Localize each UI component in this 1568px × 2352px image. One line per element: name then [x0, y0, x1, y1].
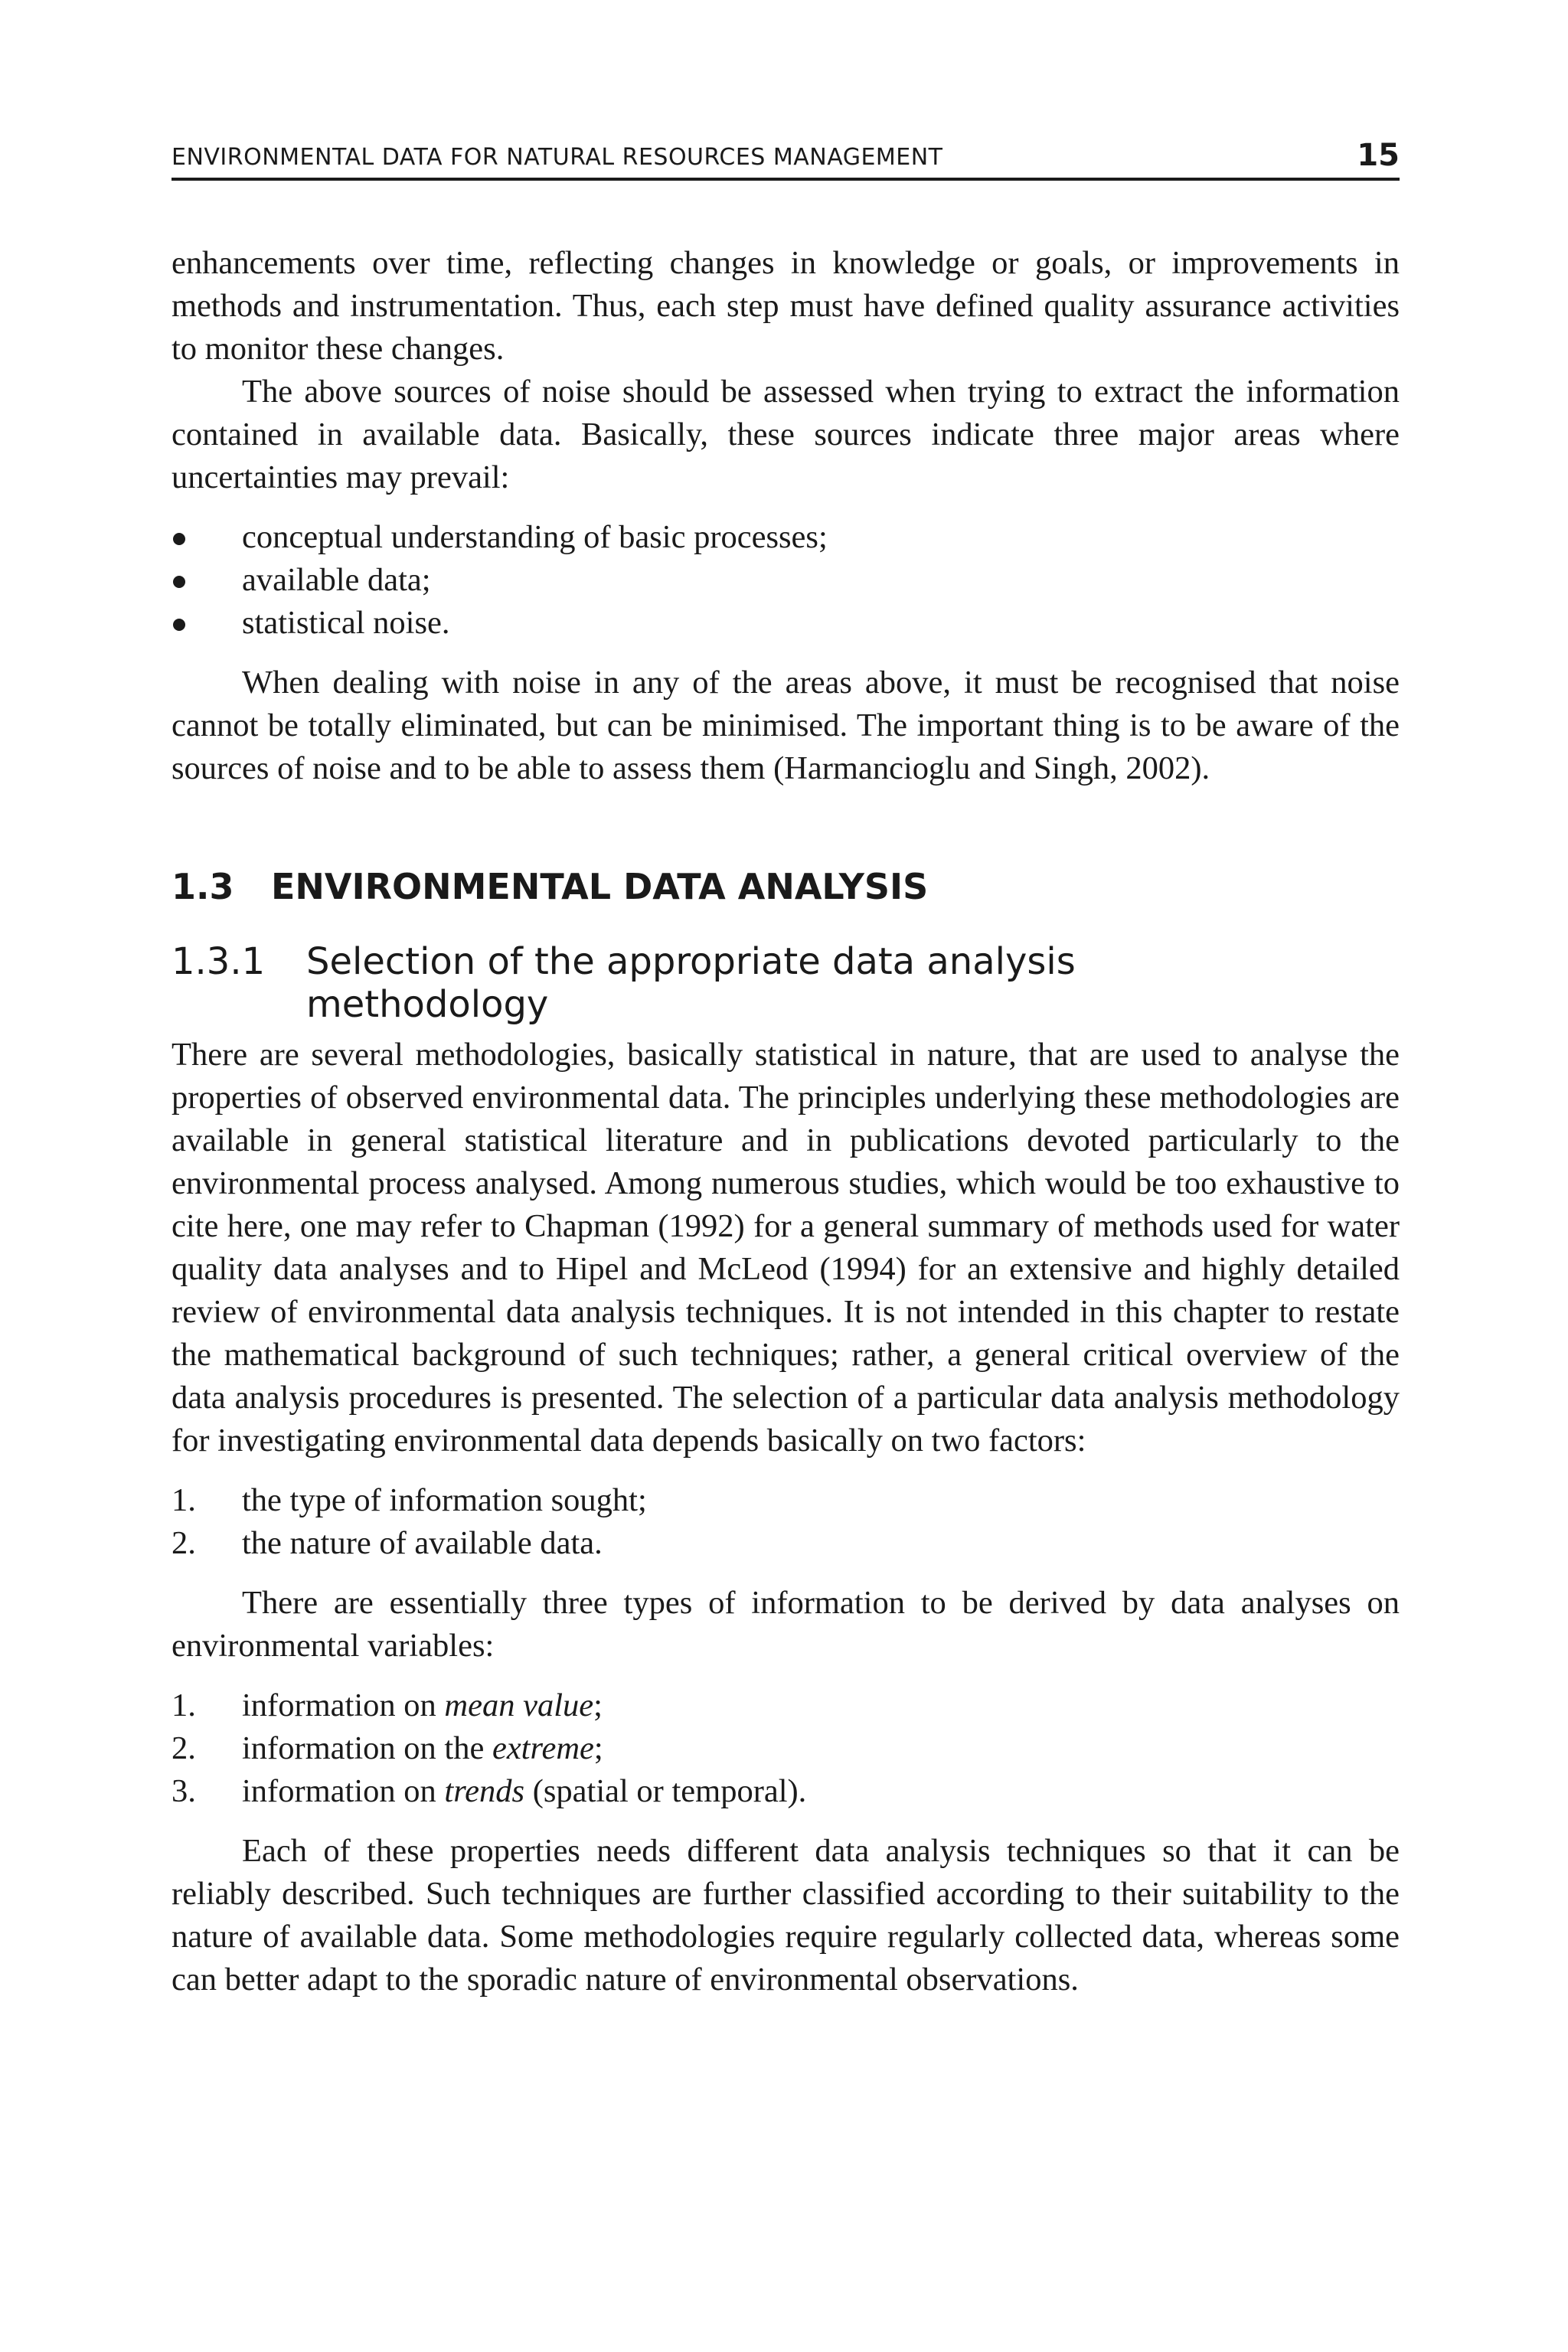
list-item-emphasis: trends [444, 1773, 525, 1809]
list-item-text-pre: information on [242, 1773, 445, 1809]
list-item [172, 1684, 1400, 1727]
subsection-title: Selection of the appropriate data analysis methodology [306, 940, 1076, 1026]
subsection-number: 1.3.1 [172, 940, 266, 983]
paragraph: When dealing with noise in any of the areas above, it must be recognised that noise cannot be totally eliminated, but can be minimised. The important thing is to be aware of the sources of noise and to be able to assess them (Harmancioglu and Singh, 2002). [172, 665, 1400, 786]
list-number: 3. [172, 1773, 196, 1809]
subsection-heading [172, 940, 1400, 1026]
numbered-list [172, 1479, 1400, 1565]
paragraph: enhancements over time, reflecting changes in knowledge or goals, or improvements in methods and instrumentation. Thus, each step must have defined quality assurance activities to monitor these changes. [172, 245, 1400, 367]
paragraph: There are several methodologies, basically statistical in nature, that are used to analyse the properties of observed environmental data. The principles underlying these methodologies are available in general statistical literature and in publications devoted particularly to the environmental process analysed. Among numerous studies, which would be too exhaustive to cite here, one may refer to Chapman (1992) for a general summary of methods used for water quality data analyses and to Hipel and McLeod (1994) for an extensive and highly detailed review of environmental data analysis techniques. It is not intended in this chapter to restate the mathematical background of such techniques; rather, a general critical overview of the data analysis procedures is presented. The selection of a particular data analysis methodology for investigating environmental data depends basically on two factors: [172, 1037, 1400, 1459]
numbered-list [172, 1684, 1400, 1813]
list-item [172, 559, 1400, 602]
list-item-text-pre: information on [242, 1687, 445, 1723]
running-title: ENVIRONMENTAL DATA FOR NATURAL RESOURCES MANAGEMENT [172, 144, 943, 171]
body-text [172, 242, 1400, 2001]
list-number: 2. [172, 1525, 196, 1561]
list-number: 2. [172, 1730, 196, 1766]
list-item-text-post: (spatial or temporal). [524, 1773, 807, 1809]
list-number: 1. [172, 1687, 196, 1723]
list-item [172, 1727, 1400, 1770]
list-item [172, 1479, 1400, 1522]
list-item [172, 1522, 1400, 1565]
list-item-text-post: ; [593, 1730, 603, 1766]
list-item [172, 1770, 1400, 1813]
list-item-emphasis: extreme [492, 1730, 594, 1766]
running-header [172, 138, 1400, 181]
list-number: 1. [172, 1482, 196, 1518]
paragraph: The above sources of noise should be assessed when trying to extract the information contained in available data. Basically, these sources indicate three major areas where uncertainties may prevail: [172, 374, 1400, 495]
list-item [172, 602, 1400, 645]
list-item-text-post: ; [593, 1687, 603, 1723]
list-item-text: the nature of available data. [242, 1525, 603, 1561]
list-item [172, 516, 1400, 559]
list-item-text: available data; [242, 562, 431, 598]
bullet-list [172, 516, 1400, 645]
page-number: 15 [1357, 138, 1400, 173]
list-item-text: statistical noise. [242, 605, 450, 641]
bullet-icon [173, 576, 185, 588]
list-item-text: the type of information sought; [242, 1482, 647, 1518]
paragraph: Each of these properties needs different data analysis techniques so that it can be reliably described. Such techniques are further classified according to their suitability to the nature of available data. Some methodologies require regularly collected data, whereas some can better adapt to the sporadic nature of environmental observations. [172, 1833, 1400, 1998]
section-title: ENVIRONMENTAL DATA ANALYSIS [271, 866, 929, 907]
list-item-emphasis: mean value [444, 1687, 594, 1723]
section-heading [172, 864, 1400, 910]
paragraph: There are essentially three types of information to be derived by data analyses on environmental variables: [172, 1585, 1400, 1664]
list-item-text: conceptual understanding of basic processes; [242, 519, 828, 555]
bullet-icon [173, 533, 185, 545]
section-number: 1.3 [172, 866, 234, 907]
list-item-text-pre: information on the [242, 1730, 492, 1766]
bullet-icon [173, 619, 185, 631]
